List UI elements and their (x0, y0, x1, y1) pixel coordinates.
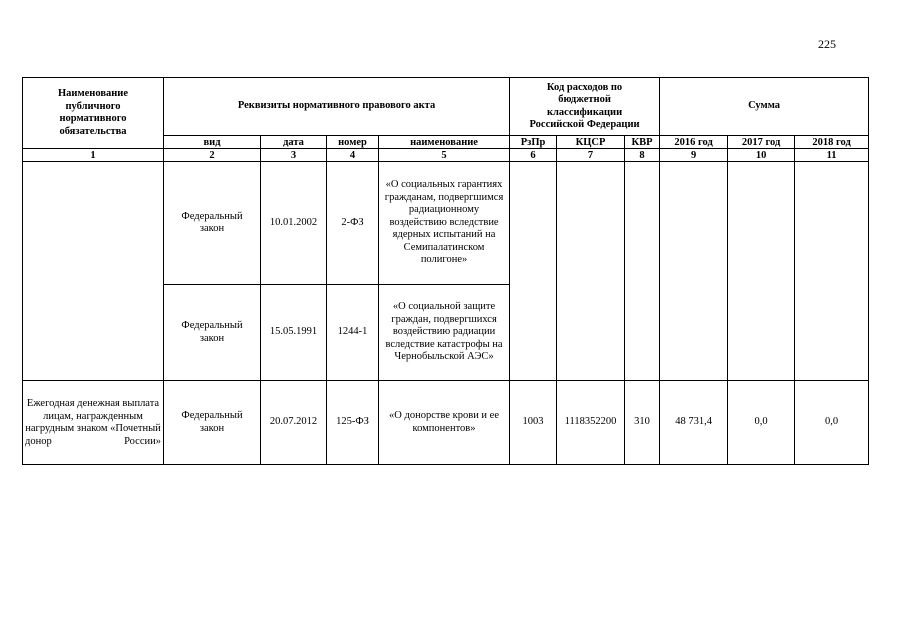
page-number: 225 (818, 37, 836, 51)
act-number: 1244-1 (327, 285, 379, 381)
column-number: 4 (327, 149, 379, 162)
rzpr-cell-empty (510, 162, 557, 381)
header-kcsr: КЦСР (557, 136, 625, 149)
header-2017: 2017 год (728, 136, 795, 149)
table-row (23, 162, 869, 285)
act-type: Федеральный закон (164, 285, 261, 381)
column-number: 1 (23, 149, 164, 162)
column-number: 9 (660, 149, 728, 162)
header-date: дата (261, 136, 327, 149)
act-date: 20.07.2012 (261, 381, 327, 465)
column-number: 2 (164, 149, 261, 162)
header-rzpr: РзПр (510, 136, 557, 149)
amount-2016-empty (660, 162, 728, 381)
amount-2018: 0,0 (795, 381, 869, 465)
act-name: «О социальной защите граждан, подвергшихся воздействию радиации вследствие катастрофы на Чернобыльской АЭС» (379, 285, 510, 381)
header-act-requisites: Реквизиты нормативного правового акта (164, 78, 510, 136)
act-date: 15.05.1991 (261, 285, 327, 381)
column-number: 8 (625, 149, 660, 162)
column-number: 10 (728, 149, 795, 162)
column-number-row (23, 149, 869, 162)
header-number: номер (327, 136, 379, 149)
header-kvr: КВР (625, 136, 660, 149)
header-2018: 2018 год (795, 136, 869, 149)
header-name: наименование (379, 136, 510, 149)
column-number: 6 (510, 149, 557, 162)
kcsr-value: 1118352200 (557, 381, 625, 465)
obligations-table (22, 77, 869, 465)
kvr-value: 310 (625, 381, 660, 465)
act-name: «О социальных гарантиях гражданам, подвергшимся радиационному воздействию вследствие ядерных испытаний на Семипалатинском полигоне» (379, 162, 510, 285)
column-number: 3 (261, 149, 327, 162)
kcsr-cell-empty (557, 162, 625, 381)
amount-2017: 0,0 (728, 381, 795, 465)
header-obligation: Наименование публичного нормативного обязательства (23, 78, 164, 149)
column-number: 11 (795, 149, 869, 162)
obligation-name: Ежегодная денежная выплата лицам, награжденным нагрудным знаком «Почетный донор России» (23, 381, 164, 465)
header-type: вид (164, 136, 261, 149)
header-2016: 2016 год (660, 136, 728, 149)
act-number: 2-ФЗ (327, 162, 379, 285)
amount-2016: 48 731,4 (660, 381, 728, 465)
act-type: Федеральный закон (164, 381, 261, 465)
act-date: 10.01.2002 (261, 162, 327, 285)
amount-2018-empty (795, 162, 869, 381)
amount-2017-empty (728, 162, 795, 381)
column-number: 5 (379, 149, 510, 162)
rzpr-value: 1003 (510, 381, 557, 465)
column-number: 7 (557, 149, 625, 162)
header-expense-code: Код расходов по бюджетной классификации Российской Федерации (510, 78, 660, 136)
act-type: Федеральный закон (164, 162, 261, 285)
table-row (23, 381, 869, 465)
kvr-cell-empty (625, 162, 660, 381)
header-amount: Сумма (660, 78, 869, 136)
obligation-cell-empty (23, 162, 164, 381)
act-number: 125-ФЗ (327, 381, 379, 465)
act-name: «О донорстве крови и ее компонентов» (379, 381, 510, 465)
